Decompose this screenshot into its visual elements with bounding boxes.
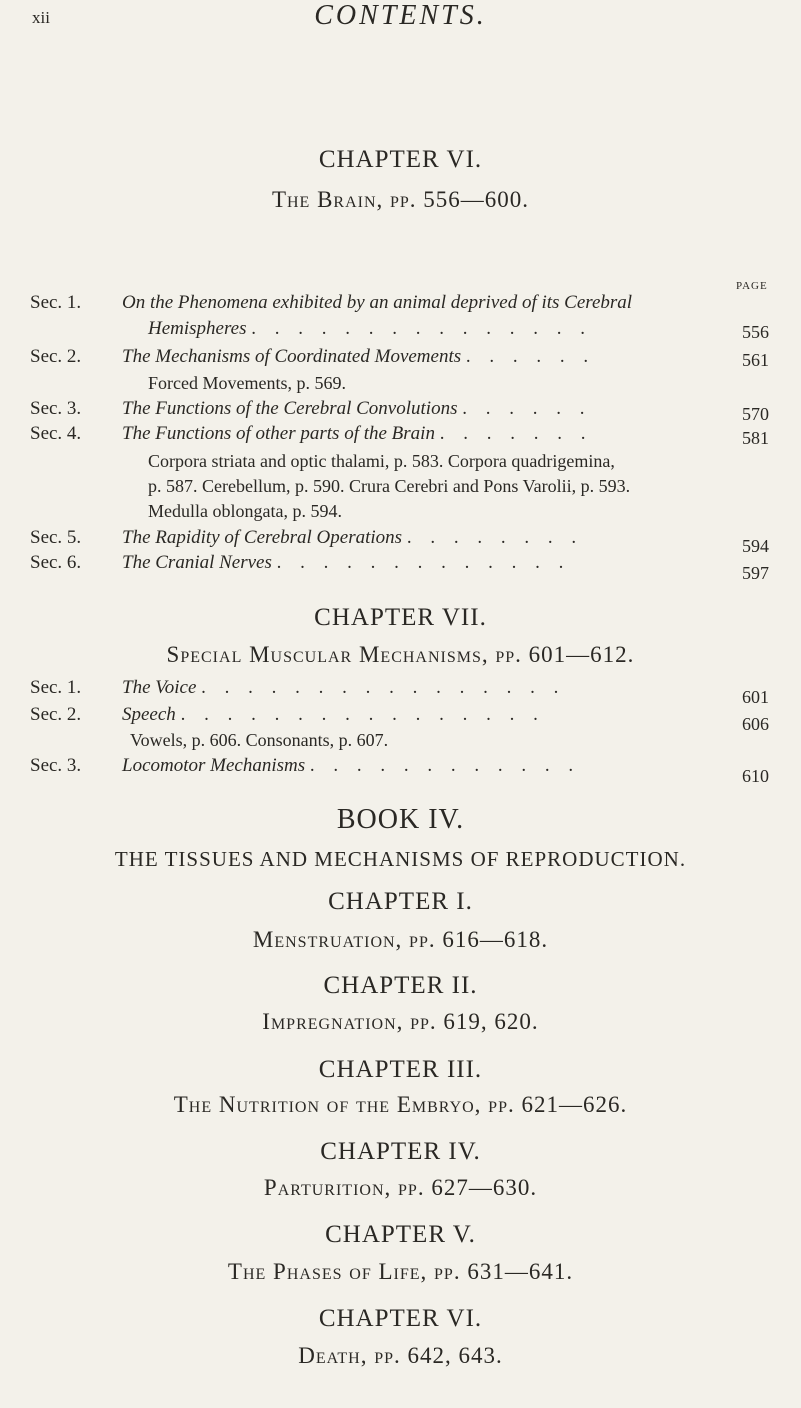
section-number: Sec. 1. bbox=[30, 677, 82, 698]
section-page: 570 bbox=[742, 404, 769, 424]
chapter-subtitle: Impregnation, pp. 619, 620. bbox=[262, 1009, 539, 1034]
chapter-subtitle: The Brain, pp. 556—600. bbox=[271, 187, 530, 212]
running-head: CONTENTS. bbox=[314, 0, 487, 31]
section-title: Locomotor Mechanisms . . . . . . . . . . . . bbox=[122, 755, 581, 776]
chapter-heading: CHAPTER VI. bbox=[318, 1305, 483, 1332]
section-number: Sec. 2. bbox=[30, 704, 82, 725]
section-number: Sec. 6. bbox=[30, 552, 82, 573]
section-title: The Voice . . . . . . . . . . . . . . . . bbox=[122, 677, 566, 698]
section-page: 610 bbox=[742, 766, 769, 786]
section-page: 556 bbox=[742, 322, 769, 342]
section-page: 594 bbox=[742, 536, 769, 556]
chapter-heading: CHAPTER VI. bbox=[318, 146, 483, 173]
chapter-heading: CHAPTER III. bbox=[318, 1056, 483, 1083]
chapter-subtitle: Special Muscular Mechanisms, pp. 601—612. bbox=[166, 642, 635, 667]
section-title: The Cranial Nerves . . . . . . . . . . . . . bbox=[122, 552, 571, 573]
section-number: Sec. 3. bbox=[30, 398, 82, 419]
section-page: 581 bbox=[742, 428, 769, 448]
section-page: 606 bbox=[742, 714, 769, 734]
book-heading: BOOK IV. bbox=[336, 804, 465, 835]
section-title: The Functions of other parts of the Brain . . . . . . . bbox=[122, 423, 593, 444]
section-page: 561 bbox=[742, 350, 769, 370]
section-number: Sec. 4. bbox=[30, 423, 82, 444]
section-title: On the Phenomena exhibited by an animal deprived of its Cerebral bbox=[122, 292, 633, 313]
chapter-subtitle: The Nutrition of the Embryo, pp. 621—626. bbox=[173, 1092, 628, 1117]
chapter-subtitle: Death, pp. 642, 643. bbox=[298, 1343, 503, 1368]
chapter-subtitle: The Phases of Life, pp. 631—641. bbox=[227, 1259, 574, 1284]
section-subentry: Corpora striata and optic thalami, p. 583. Corpora quadrigemina, bbox=[148, 451, 615, 471]
section-number: Sec. 2. bbox=[30, 346, 82, 367]
section-title-continued: Hemispheres . . . . . . . . . . . . . . . bbox=[148, 318, 592, 339]
section-page: 597 bbox=[742, 563, 769, 583]
chapter-subtitle: Parturition, pp. 627—630. bbox=[263, 1175, 538, 1200]
section-number: Sec. 3. bbox=[30, 755, 82, 776]
chapter-heading: CHAPTER II. bbox=[323, 972, 478, 999]
chapter-heading: CHAPTER I. bbox=[328, 888, 473, 915]
section-subentry: Vowels, p. 606. Consonants, p. 607. bbox=[130, 730, 389, 750]
page-number: xii bbox=[32, 8, 50, 27]
section-title: The Functions of the Cerebral Convolutions . . . . . . bbox=[122, 398, 592, 419]
chapter-heading: CHAPTER V. bbox=[325, 1221, 476, 1248]
section-title: The Mechanisms of Coordinated Movements . . . . . . bbox=[122, 346, 596, 367]
section-title: The Rapidity of Cerebral Operations . . . . . . . . bbox=[122, 527, 584, 548]
section-subentry: p. 587. Cerebellum, p. 590. Crura Cerebri and Pons Varolii, p. 593. bbox=[148, 476, 631, 496]
section-title: Speech . . . . . . . . . . . . . . . . bbox=[122, 704, 545, 725]
page-column-label: PAGE bbox=[736, 280, 768, 292]
chapter-subtitle: Menstruation, pp. 616—618. bbox=[252, 927, 549, 952]
section-number: Sec. 5. bbox=[30, 527, 82, 548]
section-number: Sec. 1. bbox=[30, 292, 82, 313]
section-page: 601 bbox=[742, 687, 769, 707]
section-subentry: Medulla oblongata, p. 594. bbox=[148, 501, 342, 521]
section-subentry: Forced Movements, p. 569. bbox=[148, 373, 346, 393]
book-subtitle: THE TISSUES AND MECHANISMS OF REPRODUCTION. bbox=[114, 847, 687, 871]
chapter-heading: CHAPTER IV. bbox=[320, 1138, 481, 1165]
chapter-heading: CHAPTER VII. bbox=[314, 604, 487, 631]
